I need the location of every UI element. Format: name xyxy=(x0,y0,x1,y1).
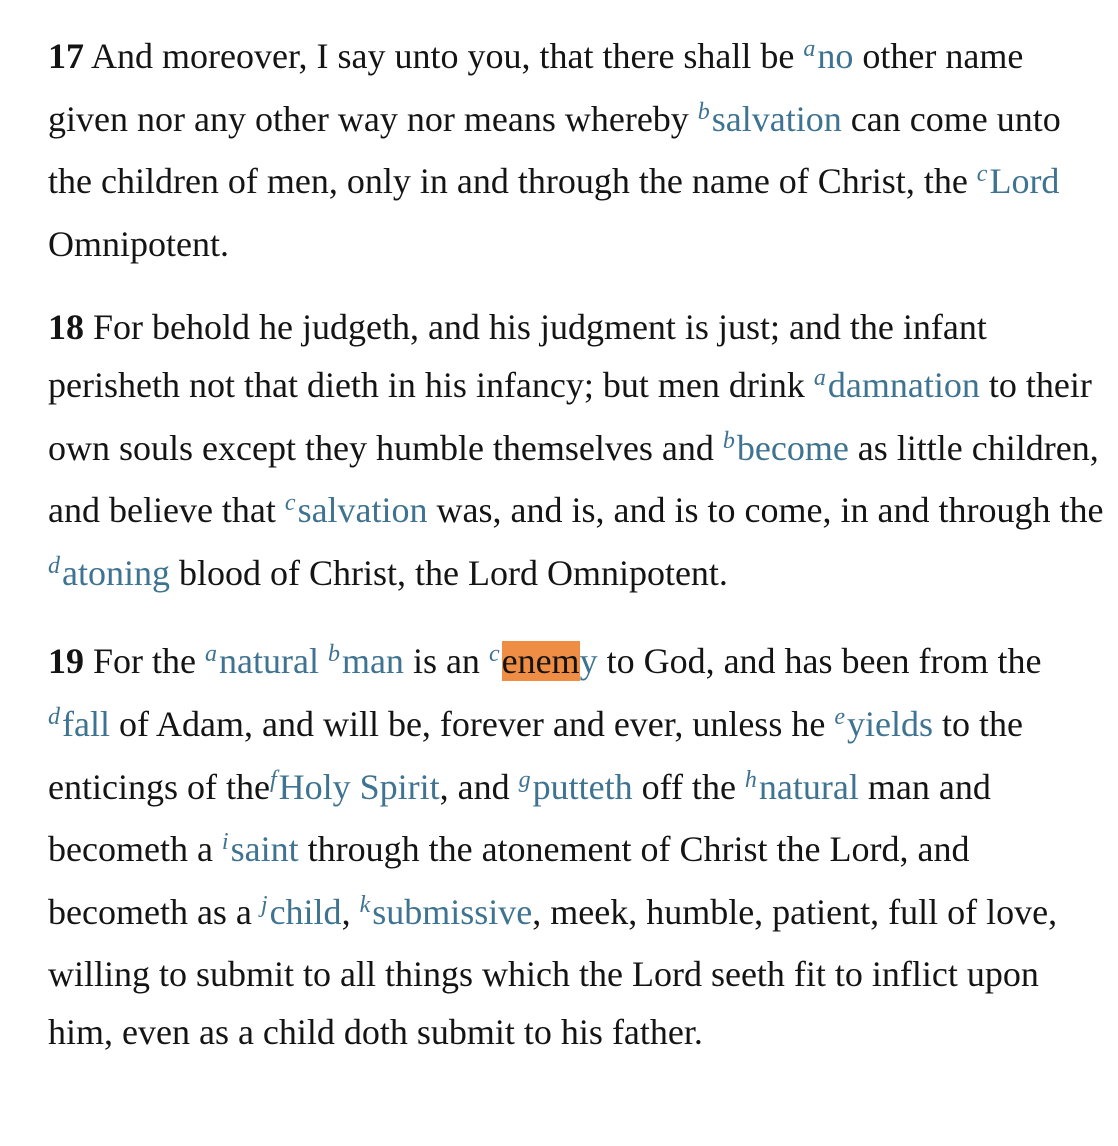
verse-text: Omnipotent. xyxy=(48,223,229,264)
footnote-word: fall xyxy=(62,703,110,744)
footnote-marker: b xyxy=(722,427,735,454)
verse-text: For behold he judgeth, and his judgment is just; and the infant perisheth not that dieth in his infancy; but men drink xyxy=(48,307,987,405)
footnote-word: natural xyxy=(758,766,859,807)
footnote-link[interactable] xyxy=(803,36,853,76)
footnote-marker: d xyxy=(48,552,60,579)
footnote-marker: e xyxy=(834,703,845,730)
footnote-marker: d xyxy=(48,703,60,730)
footnote-word: no xyxy=(817,36,854,76)
verse-text: was, and is, and is to come, in and through the xyxy=(427,490,1104,531)
verse-text: to God, and has been from the xyxy=(597,641,1042,682)
footnote-link[interactable] xyxy=(285,490,428,530)
verse-text: to the enticings of the xyxy=(48,703,1023,807)
footnote-link[interactable] xyxy=(698,99,842,139)
footnote-marker: f xyxy=(269,766,277,793)
verse-19 xyxy=(48,633,1108,1061)
verse-18 xyxy=(48,299,1108,607)
footnote-link[interactable] xyxy=(270,767,440,807)
footnote-marker: i xyxy=(221,829,229,856)
verse-text: as little children, and believe that xyxy=(48,427,1099,531)
footnote-word: submissive xyxy=(372,891,533,932)
footnote-marker: c xyxy=(976,161,988,188)
verse-text: of Adam, and will be, forever and ever, unless he xyxy=(109,703,835,744)
footnote-marker: b xyxy=(697,98,710,125)
verse-text: blood of Christ, the Lord Omnipotent. xyxy=(169,552,728,593)
verse-number: 19 xyxy=(48,641,84,682)
footnote-word: putteth xyxy=(532,766,633,807)
footnote-word: child xyxy=(269,891,342,932)
verse-text: can come unto the children of men, only in and through the name of Christ, the xyxy=(48,98,1061,202)
footnote-word: become xyxy=(736,427,849,468)
footnote-word: Lord xyxy=(989,161,1060,202)
verse-text: off the xyxy=(632,766,745,807)
text-highlight[interactable]: enem xyxy=(501,641,580,682)
footnote-link[interactable] xyxy=(328,641,404,681)
footnote-word: salvation xyxy=(711,98,842,139)
footnote-marker: k xyxy=(359,891,371,918)
verse-text: And moreover, I say unto you, that there shall be xyxy=(91,36,804,76)
footnote-marker: j xyxy=(260,891,268,918)
footnote-link[interactable] xyxy=(977,161,1060,201)
verse-text xyxy=(319,641,328,681)
verse-text: man and becometh a xyxy=(48,766,991,870)
verse-text: through the atonement of Christ the Lord, and becometh as a xyxy=(48,829,970,932)
footnote-marker: h xyxy=(744,766,757,793)
footnote-marker: a xyxy=(813,364,826,391)
footnote-marker: a xyxy=(803,36,816,62)
footnote-link[interactable] xyxy=(48,704,110,744)
footnote-marker: c xyxy=(284,490,296,517)
footnote-word: man xyxy=(341,641,404,682)
footnote-link[interactable] xyxy=(489,641,598,681)
footnote-marker: a xyxy=(205,641,217,668)
footnote-link[interactable] xyxy=(261,892,342,932)
footnote-link[interactable] xyxy=(814,365,980,405)
footnote-marker: g xyxy=(518,766,531,793)
footnote-link[interactable] xyxy=(834,704,933,744)
verse-text: other name given nor any other way nor means whereby xyxy=(48,36,1024,139)
footnote-word: saint xyxy=(230,829,299,870)
footnote-link[interactable] xyxy=(205,641,319,681)
footnote-marker: c xyxy=(488,641,500,668)
verse-text: is an xyxy=(403,641,489,682)
footnote-word: atoning xyxy=(62,552,170,593)
footnote-word: damnation xyxy=(827,364,980,405)
footnote-word: Holy Spirit xyxy=(278,766,440,807)
footnote-word: natural xyxy=(219,641,319,682)
footnote-marker: b xyxy=(327,641,340,668)
footnote-link[interactable] xyxy=(360,892,533,932)
verse-text: For the xyxy=(93,641,205,682)
footnote-link[interactable] xyxy=(745,767,859,807)
footnote-link[interactable] xyxy=(48,553,170,593)
verse-number: 17 xyxy=(48,36,84,76)
footnote-link[interactable] xyxy=(222,829,299,869)
verse-text: , meek, humble, patient, full of love, willing to submit to all things which the Lord seeth fit to inflict upon him, even as a child doth submit to his father. xyxy=(48,891,1058,1052)
scripture-passage xyxy=(48,28,1108,1088)
verse-text: , and xyxy=(439,766,519,807)
verse-number: 18 xyxy=(48,307,84,348)
footnote-link[interactable] xyxy=(723,428,849,468)
footnote-word: yields xyxy=(846,703,933,744)
verse-text: , xyxy=(341,891,360,932)
footnote-word: salvation xyxy=(297,490,428,531)
verse-17 xyxy=(48,28,1108,273)
footnote-word: y xyxy=(579,641,598,682)
footnote-link[interactable] xyxy=(519,767,633,807)
verse-text: to their own souls except they humble themselves and xyxy=(48,364,1092,468)
